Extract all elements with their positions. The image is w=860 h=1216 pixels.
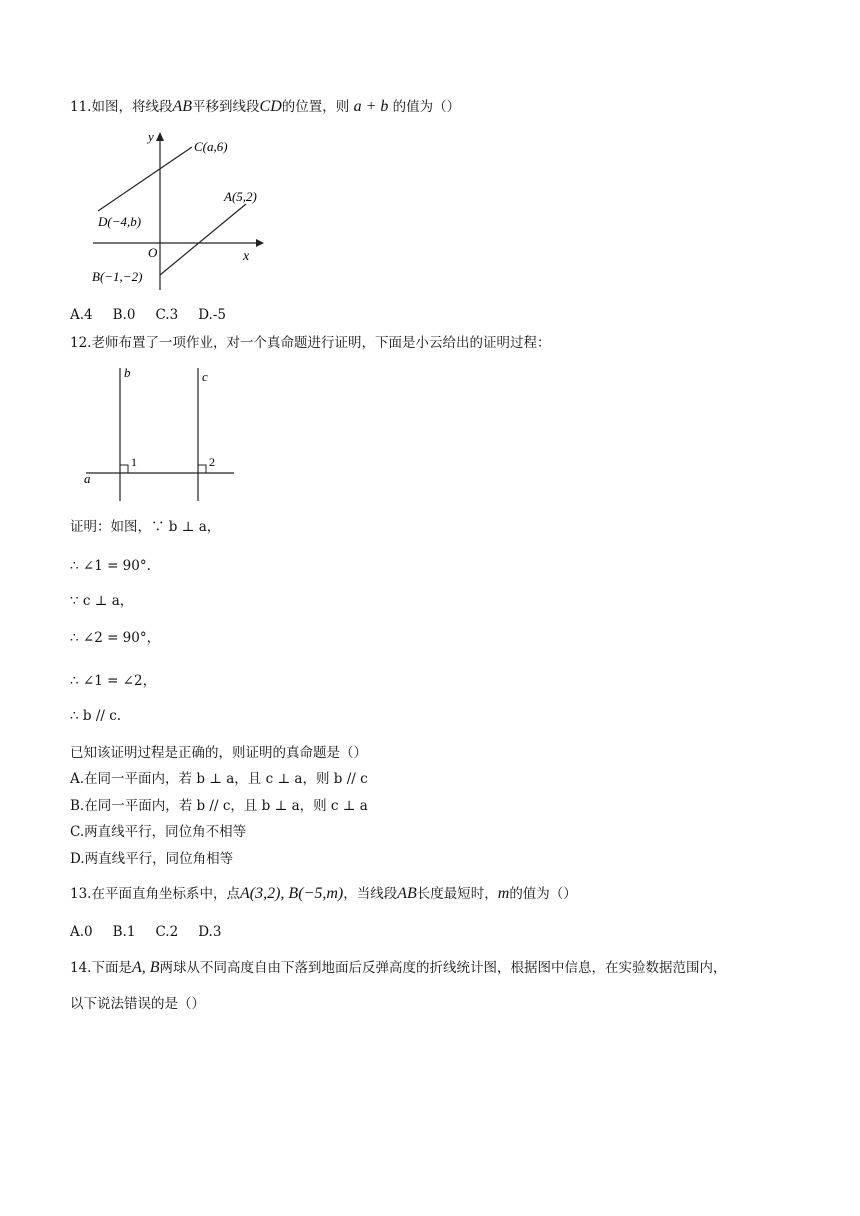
proof-line-2: ∴ ∠1 = 90°. xyxy=(70,558,151,574)
point-a-label: A(5,2) xyxy=(224,189,257,204)
proof-line-6: ∴ b // c. xyxy=(70,708,122,724)
balls-ab: A, B xyxy=(131,959,160,976)
proof-line-4: ∴ ∠2 = 90°， xyxy=(70,630,161,646)
proof-line-3: ∵ c ⊥ a， xyxy=(70,593,134,609)
x-axis-label: x xyxy=(243,249,250,264)
point-b-label: B(−1,−2) xyxy=(92,269,143,284)
origin-label: O xyxy=(148,245,158,260)
q13-option-a[interactable]: A.0 xyxy=(70,924,93,940)
q12-stem: 12.老师布置了一项作业，对一个真命题进行证明，下面是小云给出的证明过程： xyxy=(70,335,551,351)
variable-m: m xyxy=(497,885,510,902)
q12-figure xyxy=(78,363,238,505)
line-b-label: b xyxy=(124,365,131,380)
q12-option-b[interactable]: B.在同一平面内，若 b // c，且 b ⊥ a，则 c ⊥ a xyxy=(70,798,368,814)
point-c-label: C(a,6) xyxy=(194,139,228,154)
q11-option-d[interactable]: D.-5 xyxy=(198,307,226,323)
q11-option-c[interactable]: C.3 xyxy=(155,307,179,323)
segment-ab: AB xyxy=(397,885,417,902)
q11-options xyxy=(70,305,246,325)
segment-cd: CD xyxy=(259,98,282,115)
q14-stem-line2: 以下说法错误的是（） xyxy=(70,996,205,1012)
point-d-label: D(−4,b) xyxy=(98,214,142,229)
angle-1-label: 1 xyxy=(131,455,137,469)
expr-a-plus-b: a + b xyxy=(353,98,389,115)
points-ab: A(3,2), B(−5,m) xyxy=(239,885,344,902)
line-c-label: c xyxy=(202,369,208,384)
proof-line-1: 证明：如图，∵ b ⊥ a， xyxy=(70,519,221,535)
q11-figure xyxy=(88,125,268,295)
angle-2-label: 2 xyxy=(209,455,215,469)
line-a-label: a xyxy=(84,471,91,486)
q14-stem-line1: 14.下面是A, B两球从不同高度自由下落到地面后反弹高度的折线统计图，根据图中信息，在实验数据范围内， xyxy=(70,959,727,976)
q13-option-d[interactable]: D.3 xyxy=(198,924,222,940)
q11-option-a[interactable]: A.4 xyxy=(70,307,93,323)
y-axis-label: y xyxy=(148,129,154,144)
q12-option-d[interactable]: D.两直线平行，同位角相等 xyxy=(70,851,234,867)
q12-option-c[interactable]: C.两直线平行，同位角不相等 xyxy=(70,824,247,840)
q12-option-a[interactable]: A.在同一平面内，若 b ⊥ a，且 c ⊥ a，则 b // c xyxy=(70,771,368,787)
segment-ab: AB xyxy=(172,98,193,115)
q13-stem: 13.在平面直角坐标系中，点A(3,2), B(−5,m)，当线段AB长度最短时，m的值为（） xyxy=(70,885,577,902)
q12-question: 已知该证明过程是正确的，则证明的真命题是（） xyxy=(70,745,367,761)
proof-line-5: ∴ ∠1 = ∠2， xyxy=(70,673,157,689)
q13-options xyxy=(70,922,241,942)
q11-stem: 11.如图，将线段AB平移到线段CD的位置，则 a + b 的值为（） xyxy=(70,98,461,115)
q11-option-b[interactable]: B.0 xyxy=(112,307,136,323)
q13-option-c[interactable]: C.2 xyxy=(155,924,179,940)
q13-option-b[interactable]: B.1 xyxy=(112,924,136,940)
